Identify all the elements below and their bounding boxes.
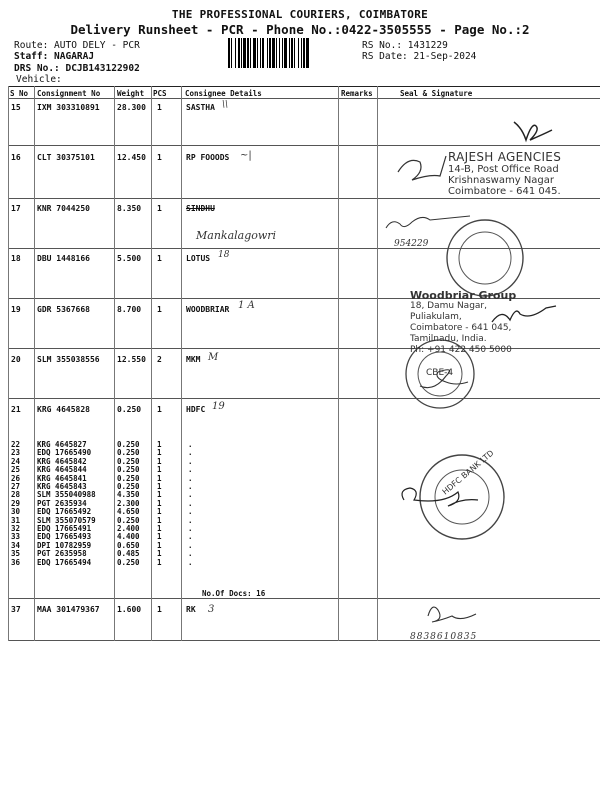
row-sno: 31 [11, 515, 21, 525]
row-consignment: DPI 10782959 [37, 540, 92, 550]
handwritten-mark: ~| [240, 150, 252, 161]
row-consignee: SASTHA [186, 103, 215, 112]
rs-date-text: RS Date: 21-Sep-2024 [362, 51, 477, 62]
row-consignee-dot: . [188, 490, 193, 500]
row-sno: 32 [11, 524, 21, 533]
handwritten-mark: M [208, 352, 219, 363]
row-pcs: 1 [157, 532, 162, 542]
row-weight: 0.250 [117, 515, 140, 525]
row-consignment: EDQ 17665491 [37, 524, 92, 533]
row-pcs: 1 [157, 540, 162, 550]
row-consignee: HDFC [186, 405, 206, 414]
row-consignee: LOTUS [186, 254, 211, 263]
row-pcs: 1 [157, 473, 162, 483]
row-consignee-dot: . [188, 532, 193, 542]
row-pcs: 1 [157, 507, 162, 517]
cbe-stamp-label: CBE-4 [426, 368, 454, 378]
handwritten-name: Mankalagowri [196, 229, 277, 242]
row-consignee-dot: . [188, 473, 193, 483]
rs-no-text: RS No.: 1431229 [362, 40, 448, 51]
row-pcs: 1 [157, 482, 162, 491]
stamp-line: Woodbriar Group [410, 289, 517, 302]
row-pcs: 1 [157, 549, 162, 559]
row-consignment: SLM 355038556 [37, 355, 100, 364]
row-sno: 18 [11, 254, 21, 263]
woodbriar-stamp [410, 290, 516, 356]
row-consignee-dot: . [188, 440, 193, 449]
row-pcs: 1 [157, 448, 162, 458]
docs-count-note: No.Of Docs: 16 [202, 589, 266, 598]
row-consignment: PGT 2635934 [37, 498, 87, 508]
stamp-line: RAJESH AGENCIES [448, 150, 562, 164]
row-weight: 0.485 [117, 549, 140, 559]
stamp-line: Coimbatore - 641 045. [448, 186, 561, 197]
row-pcs: 1 [157, 153, 162, 162]
row-consignee: RP FOOODS [186, 153, 230, 162]
row-weight: 0.250 [117, 448, 140, 458]
stamp-line: Krishnaswamy Nagar [448, 175, 555, 186]
row-pcs: 1 [157, 405, 162, 414]
row-consignment: SLM 355070579 [37, 515, 96, 525]
company-title: THE PROFESSIONAL COURIERS, COIMBATORE [171, 8, 429, 21]
row-weight: 4.400 [117, 532, 140, 542]
row-pcs: 1 [157, 465, 162, 475]
vehicle-text: Vehicle: [16, 74, 62, 85]
row-sno: 30 [11, 507, 21, 517]
row-consignment: KRG 4645828 [37, 405, 90, 414]
row-sno: 34 [11, 540, 21, 550]
header-consignee: Consignee Details [185, 89, 262, 98]
stamp-line: 18, Damu Nagar, [410, 301, 487, 311]
row-pcs: 1 [157, 305, 162, 314]
header-pcs: PCS [153, 89, 167, 98]
row-sno: 27 [11, 482, 21, 491]
row-sno: 15 [11, 103, 21, 112]
row-consignment: KRG 4645843 [37, 482, 87, 491]
staff-text: Staff: NAGARAJ [14, 51, 95, 62]
row-consignment: KRG 4645844 [37, 465, 87, 475]
row-sno: 36 [11, 557, 21, 567]
row-pcs: 1 [157, 557, 162, 567]
row-weight: 0.250 [117, 456, 140, 466]
row-weight: 4.650 [117, 507, 140, 517]
row-consignee-dot: . [188, 557, 193, 567]
hdfc-stamp-label: HDFC BANK LTD [440, 448, 496, 497]
row-weight: 0.250 [117, 482, 140, 491]
handwritten-phone: 8838610835 [410, 632, 478, 642]
row-pcs: 1 [157, 524, 162, 533]
header-consignment: Consignment No [37, 89, 101, 98]
row-weight: 0.250 [117, 440, 140, 449]
row-consignment: GDR 5367668 [37, 305, 90, 314]
row-sno: 20 [11, 355, 21, 364]
handwritten-phone: 954229 [394, 239, 429, 249]
header-seal: Seal & Signature [400, 89, 473, 98]
runsheet-subtitle: Delivery Runsheet - PCR - Phone No.:0422-3505555 - Page No.:2 [70, 22, 530, 37]
row-consignee: RK [186, 605, 196, 614]
row-pcs: 1 [157, 515, 162, 525]
row-consignee-dot: . [188, 498, 193, 508]
row-consignment: KRG 4645842 [37, 456, 87, 466]
handwritten-mark: \\ [222, 100, 229, 110]
row-sno: 35 [11, 549, 21, 559]
row-weight: 12.450 [117, 153, 146, 162]
row-weight: 2.300 [117, 498, 140, 508]
row-weight: 2.400 [117, 524, 140, 533]
row-consignee-dot: . [188, 524, 193, 533]
row-weight: 0.250 [117, 557, 140, 567]
stamp-line: Tamilnadu, India. [410, 334, 487, 344]
row-consignee-dot: . [188, 507, 193, 517]
row-consignee: SINDHU [186, 204, 215, 213]
row-pcs: 2 [157, 355, 162, 364]
row-sno: 28 [11, 490, 21, 500]
row-weight: 1.600 [117, 605, 142, 614]
row-sno: 22 [11, 440, 21, 449]
row-sno: 23 [11, 448, 21, 458]
row-consignee-dot: . [188, 456, 193, 466]
row-weight: 28.300 [117, 103, 146, 112]
row-consignment: KRG 4645841 [37, 473, 87, 483]
row-weight: 4.350 [117, 490, 140, 500]
row-sno: 29 [11, 498, 21, 508]
stamp-line: Coimbatore - 641 045, [410, 323, 512, 333]
row-consignee-dot: . [188, 465, 193, 475]
row-consignment: EDQ 17665490 [37, 448, 92, 458]
row-consignee: MKM [186, 355, 201, 364]
row-pcs: 1 [157, 456, 162, 466]
header-weight: Weight [117, 89, 145, 98]
row-weight: 0.250 [117, 465, 140, 475]
row-consignment: KRG 4645827 [37, 440, 87, 449]
row-pcs: 1 [157, 605, 162, 614]
row-consignment: EDQ 17665492 [37, 507, 92, 517]
row-consignment: PGT 2635958 [37, 549, 87, 559]
handwritten-mark: 19 [212, 401, 225, 412]
row-consignee-dot: . [188, 549, 193, 559]
row-sno: 19 [11, 305, 21, 314]
row-consignment: IXM 303310891 [37, 103, 100, 112]
row-weight: 8.350 [117, 204, 142, 213]
row-weight: 5.500 [117, 254, 142, 263]
handwritten-mark: 1 A [238, 300, 255, 311]
row-sno: 33 [11, 532, 21, 542]
handwritten-mark: 18 [218, 250, 230, 260]
stamp-line: Ph: +91 422 450 5000 [410, 345, 512, 355]
rajesh-agencies-stamp [448, 150, 561, 197]
row-pcs: 1 [157, 254, 162, 263]
row-consignee-dot: . [188, 515, 193, 525]
row-pcs: 1 [157, 440, 162, 449]
row-weight: 0.250 [117, 473, 140, 483]
header-remarks: Remarks [341, 89, 373, 98]
row-consignment: SLM 355040988 [37, 490, 96, 500]
row-sno: 16 [11, 153, 21, 162]
row-pcs: 1 [157, 498, 162, 508]
row-sno: 24 [11, 456, 21, 466]
row-sno: 37 [11, 605, 21, 614]
row-pcs: 1 [157, 103, 162, 112]
row-consignee-dot: . [188, 482, 193, 491]
row-weight: 12.550 [117, 355, 146, 364]
row-consignment: EDQ 17665494 [37, 557, 92, 567]
route-text: Route: AUTO DELY - PCR [14, 40, 140, 51]
handwritten-mark: 3 [208, 604, 215, 615]
row-consignment: EDQ 17665493 [37, 532, 92, 542]
row-consignee-dot: . [188, 448, 193, 458]
stamp-line: Puliakulam, [410, 312, 462, 322]
row-consignment: KNR 7044250 [37, 204, 90, 213]
row-consignment: CLT 30375101 [37, 153, 95, 162]
row-consignee: WOODBRIAR [186, 305, 230, 314]
row-consignment: MAA 301479367 [37, 605, 100, 614]
row-pcs: 1 [157, 204, 162, 213]
header-sno: S No [10, 89, 29, 98]
row-weight: 0.650 [117, 540, 140, 550]
row-weight: 8.700 [117, 305, 142, 314]
row-consignment: DBU 1448166 [37, 254, 90, 263]
row-weight: 0.250 [117, 405, 142, 414]
stamp-line: 14-B, Post Office Road [448, 164, 559, 175]
row-sno: 21 [11, 405, 21, 414]
row-sno: 26 [11, 473, 21, 483]
drs-text: DRS No.: DCJB143122902 [14, 63, 140, 74]
row-sno: 17 [11, 204, 21, 213]
row-consignee-dot: . [188, 540, 193, 550]
row-pcs: 1 [157, 490, 162, 500]
row-sno: 25 [11, 465, 21, 475]
